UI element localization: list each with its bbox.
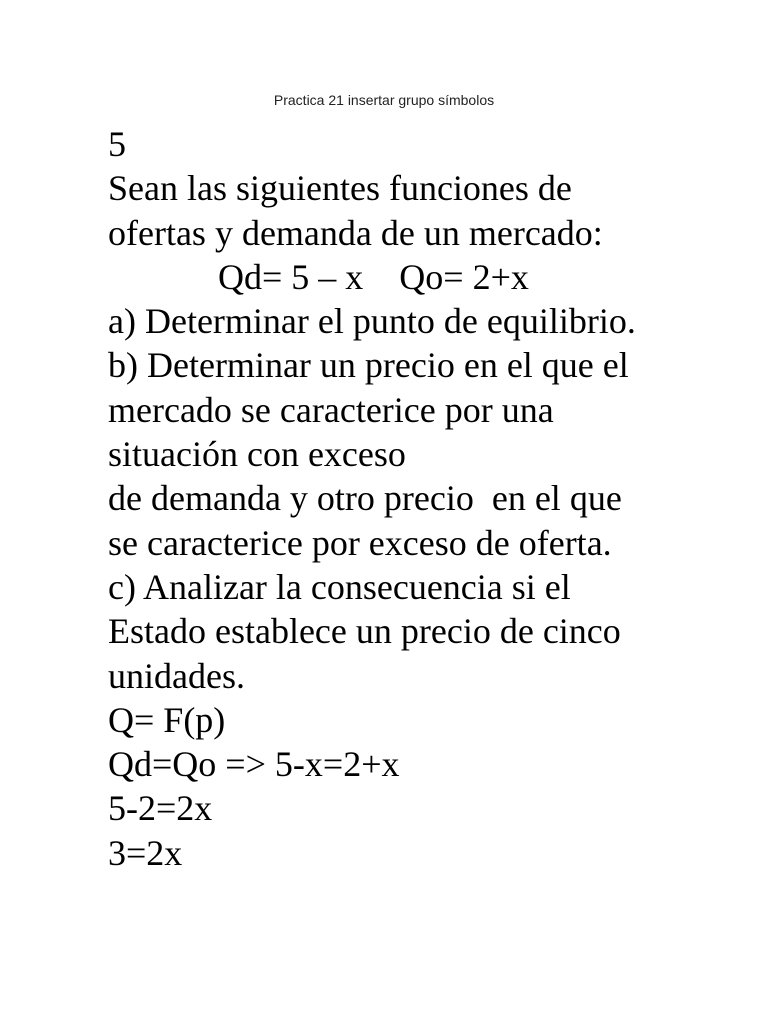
- text-line: se caracterice por exceso de oferta.: [108, 522, 612, 563]
- problem-number: 5: [108, 124, 126, 164]
- question-b: b) Determinar un precio en el que el: [108, 345, 629, 386]
- document-body: [108, 122, 748, 875]
- text-line: ofertas y demanda de un mercado:: [108, 212, 603, 253]
- formula-line: Q= F(p): [108, 699, 226, 740]
- formula-line: 5-2=2x: [108, 788, 213, 829]
- page-header: Practica 21 insertar grupo símbolos: [273, 92, 495, 108]
- text-line: Estado establece un precio de cinco: [108, 611, 621, 652]
- question-c: c) Analizar la consecuencia si el: [108, 566, 571, 607]
- question-a: a) Determinar el punto de equilibrio.: [108, 301, 636, 342]
- text-line: unidades.: [108, 655, 245, 696]
- formula-line: Qd=Qo => 5-x=2+x: [108, 744, 400, 785]
- text-line: situación con exceso: [108, 434, 406, 475]
- text-line: mercado se caracterice por una: [108, 389, 554, 430]
- equations-line: Qd= 5 – x Qo= 2+x: [218, 256, 529, 297]
- text-line: de demanda y otro precio en el que: [108, 478, 622, 519]
- formula-line: 3=2x: [108, 832, 183, 873]
- text-line: Sean las siguientes funciones de: [108, 168, 572, 209]
